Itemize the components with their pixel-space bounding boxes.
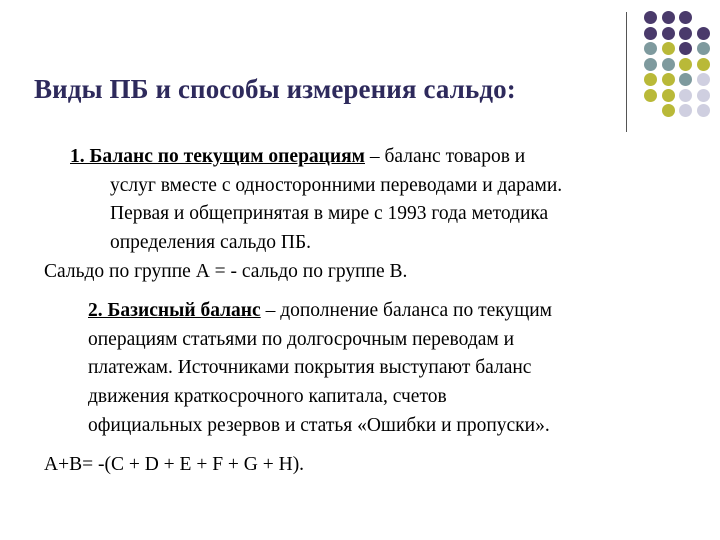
decorative-dot [679, 11, 692, 24]
decorative-dot [697, 89, 710, 102]
decorative-dot [644, 58, 657, 71]
divider-line [626, 12, 627, 132]
decorative-dot [697, 27, 710, 40]
decorative-dot [697, 42, 710, 55]
decorative-dot [662, 27, 675, 40]
item2-line1-rest: – дополнение баланса по текущим [260, 300, 552, 321]
decorative-dot [662, 104, 675, 117]
saldo-line: Сальдо по группе А = - сальдо по группе В. [44, 261, 408, 282]
item1-line4: определения сальдо ПБ. [110, 232, 312, 253]
item1-line2: услуг вместе с односторонними переводами и дарами. [110, 175, 563, 196]
decorative-dot [662, 11, 675, 24]
item1-line1-rest: – баланс товаров и [364, 146, 526, 167]
decorative-dot [644, 73, 657, 86]
item2-line3: платежам. Источниками покрытия выступают баланс [88, 357, 532, 378]
decorative-dot [697, 73, 710, 86]
item1-term: 1. Баланс по текущим операциям [70, 146, 365, 167]
decorative-dot [644, 42, 657, 55]
decorative-dot [679, 42, 692, 55]
decorative-dot [697, 104, 710, 117]
decorative-dot [662, 89, 675, 102]
decorative-dot [662, 42, 675, 55]
decorative-dot [679, 89, 692, 102]
decorative-dot [662, 58, 675, 71]
decorative-dot [679, 73, 692, 86]
decorative-dot [679, 27, 692, 40]
decorative-dot [697, 58, 710, 71]
item1-line1 [70, 143, 525, 172]
decorative-dot-grid [644, 11, 716, 111]
item2-line4: движения краткосрочного капитала, счетов [88, 386, 447, 407]
item2-line2: операциям статьями по долгосрочным переводам и [88, 329, 515, 350]
decorative-dot [662, 73, 675, 86]
item1-line3: Первая и общепринятая в мире с 1993 года методика [110, 203, 549, 224]
decorative-dot [679, 58, 692, 71]
decorative-dot [644, 89, 657, 102]
item2-term: 2. Базисный баланс [88, 300, 261, 321]
formula-line: А+В= -(С + D + E + F + G + H). [44, 454, 305, 475]
decorative-dot [644, 11, 657, 24]
item2-line1 [88, 297, 552, 326]
slide-title: Виды ПБ и способы измерения сальдо: [34, 74, 516, 104]
decorative-dot [679, 104, 692, 117]
item2-line5: официальных резервов и статья «Ошибки и пропуски». [88, 415, 550, 436]
decorative-dot [644, 27, 657, 40]
